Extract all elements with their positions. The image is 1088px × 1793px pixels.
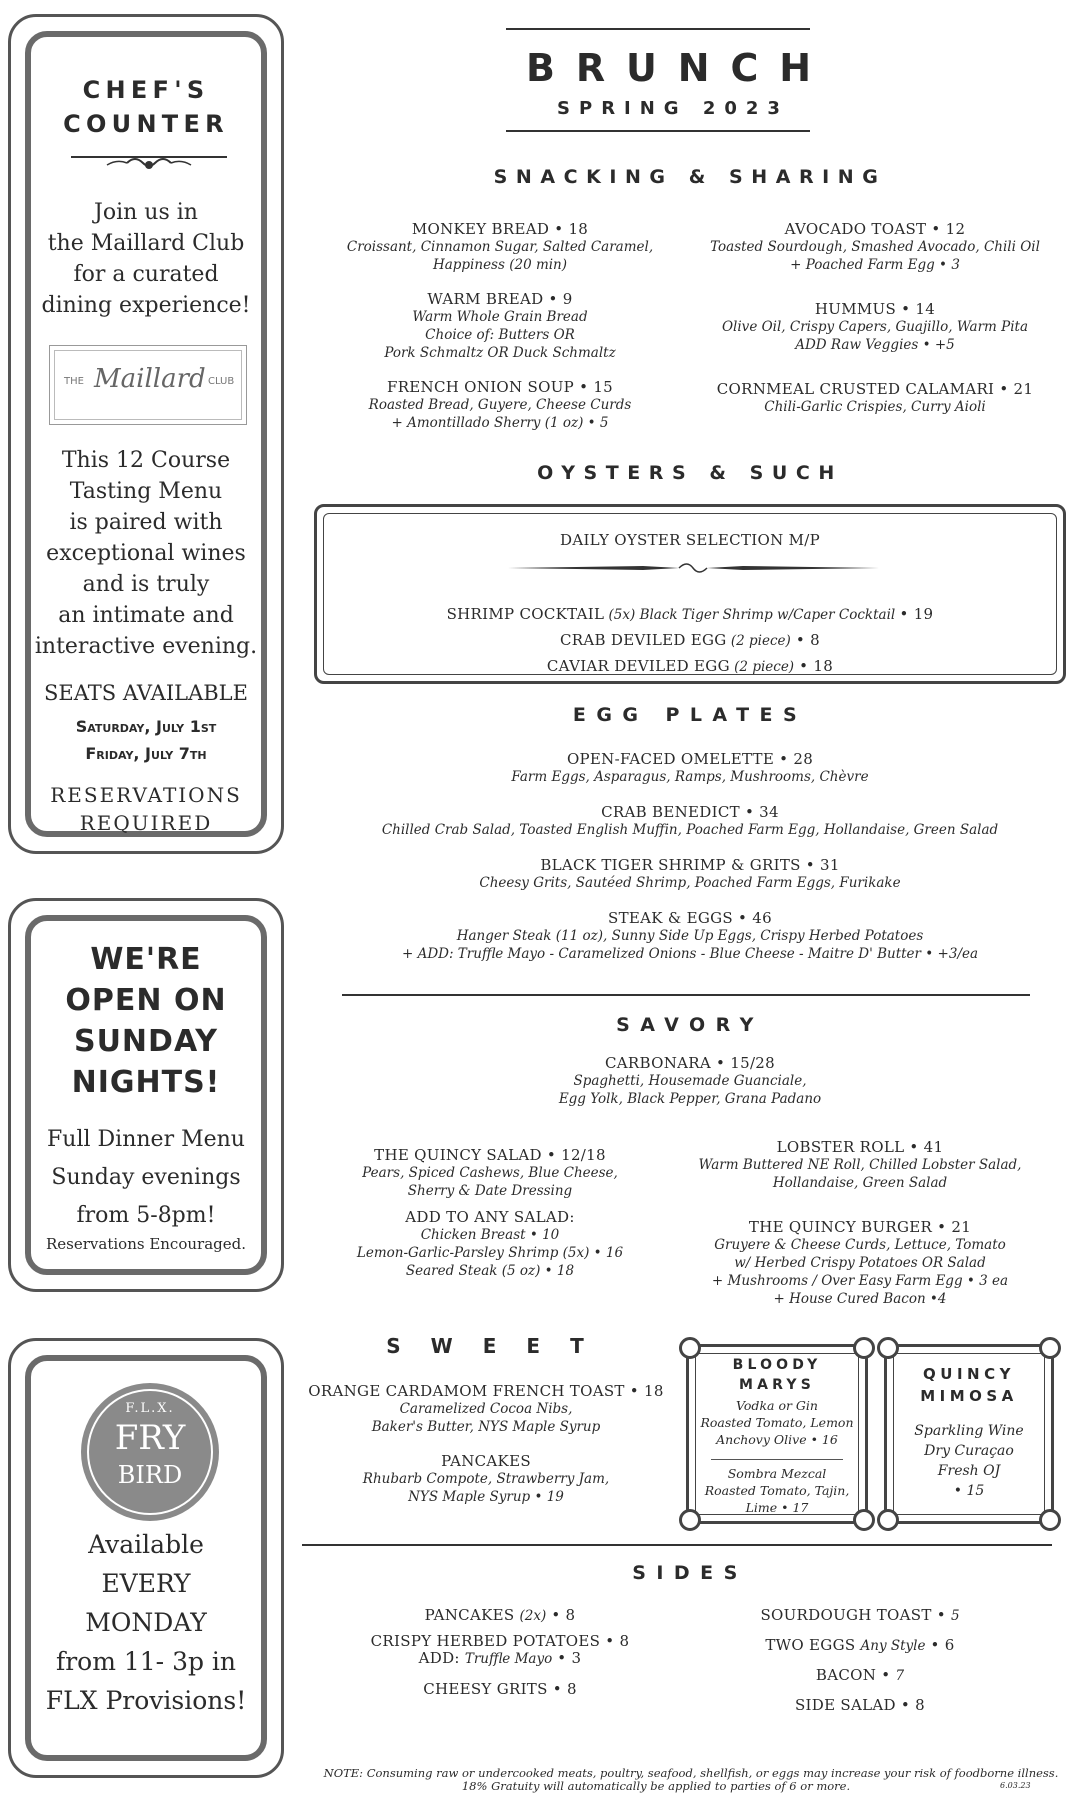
- sides-right-column: SOURDOUGH TOAST • 5 TWO EGGS Any Style • 6 BACON • 7 SIDE SALAD • 8: [760, 1606, 960, 1714]
- chefs-counter-intro-2: the Maillard Club: [47, 231, 245, 256]
- sweet-sides-rule: [302, 1544, 1052, 1546]
- mimosa-desc-1: Sparkling Wine: [914, 1423, 1024, 1439]
- steak-eggs-desc-2: + ADD: Truffle Mayo - Caramelized Onions - Blue Cheese - Maitre D' Butter • +3/ea: [401, 946, 979, 962]
- sunday-body-2: Sunday evenings: [51, 1165, 241, 1190]
- bloody-heading-1: BLOODY: [732, 1357, 822, 1373]
- savory-left-column: [310, 1146, 670, 1280]
- omelette-desc: Farm Eggs, Asparagus, Ramps, Mushrooms, Chèvre: [511, 769, 869, 785]
- side-bacon-title: BACON •: [815, 1666, 896, 1684]
- seats-available: SEATS AVAILABLE: [44, 681, 248, 705]
- carbonara-block: [300, 1054, 1080, 1108]
- quincy-salad-title: THE QUINCY SALAD • 12/18: [374, 1146, 606, 1164]
- ornament-divider-icon: [67, 149, 231, 175]
- french-toast-desc-2: Baker's Butter, NYS Maple Syrup: [371, 1419, 601, 1435]
- chefs-counter-body-4: exceptional wines: [46, 541, 246, 566]
- daily-oyster-selection: DAILY OYSTER SELECTION M/P: [560, 531, 820, 549]
- page-title: BRUNCH: [526, 46, 832, 90]
- reservations-encouraged: Reservations Encouraged.: [46, 1235, 246, 1253]
- side-eggs-title: TWO EGGS: [765, 1636, 861, 1654]
- add-salad-title: ADD TO ANY SALAD:: [405, 1208, 575, 1226]
- calamari-title: CORNMEAL CRUSTED CALAMARI • 21: [716, 380, 1034, 398]
- side-salad-title: SIDE SALAD • 8: [794, 1696, 925, 1714]
- chefs-counter-panel: [8, 14, 284, 854]
- chefs-counter-intro-1: Join us in: [94, 200, 198, 225]
- seat-date-2: Friday, July 7th: [85, 744, 207, 763]
- hummus-title: HUMMUS • 14: [814, 300, 936, 318]
- chefs-counter-body-7: interactive evening.: [34, 634, 258, 659]
- pancakes-desc-1: Rhubarb Compote, Strawberry Jam,: [362, 1471, 610, 1487]
- frybird-logo-bird: BIRD: [117, 1461, 183, 1489]
- onion-soup-desc-1: Roasted Bread, Guyere, Cheese Curds: [368, 397, 632, 413]
- side-pancakes-title: PANCAKES: [424, 1606, 520, 1624]
- french-toast-title: ORANGE CARDAMOM FRENCH TOAST • 18: [308, 1382, 664, 1400]
- chefs-counter-body-5: and is truly: [82, 572, 210, 597]
- oyster-ornament-icon: [503, 559, 883, 577]
- logo-maillard-text: Maillard: [94, 364, 206, 394]
- quincy-burger-desc-3: + Mushrooms / Over Easy Farm Egg • 3 ea: [711, 1273, 1009, 1289]
- warm-bread-title: WARM BREAD • 9: [427, 290, 573, 308]
- savory-right-column: [660, 1138, 1060, 1308]
- header-top-rule: [506, 28, 810, 30]
- egg-savory-rule: [342, 994, 1030, 996]
- quincy-burger-desc-2: w/ Herbed Crispy Potatoes OR Salad: [734, 1255, 986, 1271]
- frybird-body-2: EVERY: [101, 1569, 191, 1598]
- add-salad-desc-1: Chicken Breast • 10: [420, 1227, 560, 1243]
- bloody-marys-box: [686, 1344, 868, 1524]
- lobster-roll-desc-1: Warm Buttered NE Roll, Chilled Lobster Salad,: [698, 1157, 1022, 1173]
- side-potatoes-title: CRISPY HERBED POTATOES • 8: [370, 1632, 630, 1650]
- monkey-bread-title: MONKEY BREAD • 18: [411, 220, 589, 238]
- side-toast-title: SOURDOUGH TOAST •: [760, 1606, 951, 1624]
- frybird-body-4: from 11- 3p in: [55, 1647, 237, 1676]
- quincy-mimosa-box: [884, 1344, 1054, 1524]
- crab-benedict-title: CRAB BENEDICT • 34: [601, 803, 779, 821]
- mimosa-desc-4: • 15: [953, 1483, 985, 1499]
- quincy-salad-desc-2: Sherry & Date Dressing: [407, 1183, 573, 1199]
- sunday-nights-panel: [8, 898, 284, 1292]
- hummus-desc-2: ADD Raw Veggies • +5: [795, 337, 955, 353]
- chefs-counter-intro-3: for a curated: [73, 262, 219, 287]
- monkey-bread-desc-2: Happiness (20 min): [432, 257, 568, 273]
- sunday-body-3: from 5-8pm!: [76, 1203, 216, 1228]
- seat-date-1: Saturday, July 1st: [75, 717, 217, 736]
- sides-heading: SIDES: [632, 1562, 748, 1584]
- mimosa-desc-3: Fresh OJ: [937, 1463, 1001, 1479]
- quincy-burger-desc-4: + House Cured Bacon •4: [773, 1291, 947, 1307]
- avocado-toast-desc-2: + Poached Farm Egg • 3: [790, 257, 960, 273]
- add-salad-desc-3: Seared Steak (5 oz) • 18: [405, 1263, 575, 1279]
- pancakes-desc-2: NYS Maple Syrup • 19: [408, 1489, 564, 1505]
- crab-deviled-egg: CRAB DEVILED EGG (2 piece) • 8: [560, 631, 820, 649]
- sunday-headline-2: OPEN ON: [65, 983, 227, 1018]
- avocado-toast-title: AVOCADO TOAST • 12: [784, 220, 966, 238]
- snacking-left-column: [320, 220, 680, 432]
- onion-soup-desc-2: + Amontillado Sherry (1 oz) • 5: [391, 415, 609, 431]
- sweet-heading: SWEET: [386, 1334, 614, 1358]
- frybird-body-1: Available: [88, 1530, 204, 1559]
- carbonara-desc-2: Egg Yolk, Black Pepper, Grana Padano: [558, 1091, 822, 1107]
- chefs-counter-title-1: CHEF'S: [82, 76, 210, 104]
- oysters-box: [314, 504, 1066, 684]
- steak-eggs-desc-1: Hanger Steak (11 oz), Sunny Side Up Eggs, Crispy Herbed Potatoes: [456, 928, 924, 944]
- mimosa-heading-2: MIMOSA: [920, 1387, 1018, 1405]
- chefs-counter-body-6: an intimate and: [58, 603, 234, 628]
- onion-soup-title: FRENCH ONION SOUP • 15: [386, 378, 614, 396]
- frybird-logo-top: F.L.X.: [125, 1401, 175, 1416]
- warm-bread-desc-1: Warm Whole Grain Bread: [412, 309, 588, 325]
- logo-the-text: THE: [64, 376, 84, 387]
- add-salad-desc-2: Lemon-Garlic-Parsley Shrimp (5x) • 16: [356, 1245, 624, 1261]
- bloody-desc1-2: Roasted Tomato, Lemon: [700, 1415, 854, 1430]
- bloody-desc1-1: Vodka or Gin: [736, 1398, 818, 1413]
- warm-bread-desc-3: Pork Schmaltz OR Duck Schmaltz: [384, 345, 616, 361]
- bloody-desc2-1: Sombra Mezcal: [727, 1466, 827, 1481]
- sunday-body-1: Full Dinner Menu: [47, 1127, 245, 1152]
- reservations-required-2: REQUIRED: [79, 811, 213, 835]
- page-subtitle: SPRING 2023: [557, 98, 789, 119]
- oysters-heading: OYSTERS & SUCH: [537, 462, 843, 484]
- chefs-counter-body-1: This 12 Course: [61, 448, 231, 473]
- quincy-salad-desc-1: Pears, Spiced Cashews, Blue Cheese,: [362, 1165, 618, 1181]
- hummus-desc-1: Olive Oil, Crispy Capers, Guajillo, Warm Pita: [721, 319, 1028, 335]
- french-toast-desc-1: Caramelized Cocoa Nibs,: [399, 1401, 573, 1417]
- logo-club-text: CLUB: [208, 376, 235, 387]
- shrimp-grits-desc: Cheesy Grits, Sautéed Shrimp, Poached Farm Eggs, Furikake: [479, 875, 901, 891]
- snacking-right-column: [690, 220, 1060, 416]
- mimosa-heading-1: QUINCY: [923, 1365, 1015, 1383]
- side-grits-title: CHEESY GRITS • 8: [423, 1680, 577, 1698]
- lobster-roll-desc-2: Hollandaise, Green Salad: [772, 1175, 948, 1191]
- shrimp-cocktail: SHRIMP COCKTAIL (5x) Black Tiger Shrimp w/Caper Cocktail • 19: [446, 605, 934, 623]
- bloody-desc2-3: Lime • 17: [745, 1500, 809, 1515]
- sunday-headline-4: NIGHTS!: [71, 1065, 221, 1100]
- bloody-heading-2: MARYS: [738, 1377, 815, 1393]
- frybird-logo-fry: FRY: [114, 1418, 186, 1458]
- egg-plates-list: [300, 750, 1080, 963]
- mimosa-desc-2: Dry Curaçao: [924, 1443, 1014, 1459]
- snacking-heading: SNACKING & SHARING: [493, 166, 887, 188]
- footer-date: 6.03.23: [1000, 1781, 1031, 1790]
- sides-left-column: PANCAKES (2x) • 8 CRISPY HERBED POTATOES • 8 ADD: Truffle Mayo • 3 CHEESY GRITS • 8: [370, 1606, 630, 1698]
- footer-gratuity: 18% Gratuity will automatically be applied to parties of 6 or more.: [461, 1779, 851, 1793]
- bloody-desc2-2: Roasted Tomato, Tajin,: [704, 1483, 850, 1498]
- chefs-counter-title-2: COUNTER: [63, 110, 229, 138]
- quincy-burger-title: THE QUINCY BURGER • 21: [748, 1218, 972, 1236]
- savory-heading: SAVORY: [616, 1014, 764, 1036]
- frybird-panel: [8, 1338, 284, 1778]
- warm-bread-desc-2: Choice of: Butters OR: [425, 327, 575, 343]
- caviar-deviled-egg: CAVIAR DEVILED EGG (2 piece) • 18: [546, 657, 834, 675]
- bloody-divider: [711, 1459, 843, 1460]
- chefs-counter-body-2: Tasting Menu: [69, 479, 223, 504]
- lobster-roll-title: LOBSTER ROLL • 41: [776, 1138, 944, 1156]
- header-bottom-rule: [506, 130, 810, 132]
- chefs-counter-intro-4: dining experience!: [41, 293, 251, 318]
- egg-plates-heading: EGG PLATES: [572, 704, 808, 726]
- steak-eggs-title: STEAK & EGGS • 46: [608, 909, 772, 927]
- carbonara-title: CARBONARA • 15/28: [605, 1054, 775, 1072]
- sweet-list: [296, 1382, 676, 1506]
- maillard-club-logo: [49, 345, 247, 425]
- reservations-required-1: RESERVATIONS: [50, 783, 242, 807]
- carbonara-desc-1: Spaghetti, Housemade Guanciale,: [573, 1073, 807, 1089]
- shrimp-grits-title: BLACK TIGER SHRIMP & GRITS • 31: [540, 856, 840, 874]
- avocado-toast-desc-1: Toasted Sourdough, Smashed Avocado, Chili Oil: [710, 239, 1040, 255]
- crab-benedict-desc: Chilled Crab Salad, Toasted English Muffin, Poached Farm Egg, Hollandaise, Green Salad: [381, 822, 999, 838]
- monkey-bread-desc-1: Croissant, Cinnamon Sugar, Salted Caramel,: [346, 239, 654, 255]
- frybird-body-5: FLX Provisions!: [45, 1686, 247, 1715]
- quincy-burger-desc-1: Gruyere & Cheese Curds, Lettuce, Tomato: [714, 1237, 1006, 1253]
- sunday-headline-1: WE'RE: [90, 942, 202, 977]
- pancakes-title: PANCAKES: [441, 1452, 531, 1470]
- bloody-desc1-3: Anchovy Olive • 16: [716, 1432, 838, 1447]
- footer-note: NOTE: Consuming raw or undercooked meats, poultry, seafood, shellfish, or eggs may increase your risk of foodborne illness.: [323, 1766, 1059, 1780]
- chefs-counter-body-3: is paired with: [69, 510, 223, 535]
- sunday-headline-3: SUNDAY: [73, 1024, 219, 1059]
- side-add-title: ADD:: [418, 1649, 465, 1667]
- frybird-logo: [81, 1383, 219, 1521]
- omelette-title: OPEN-FACED OMELETTE • 28: [566, 750, 814, 768]
- frybird-body-3: MONDAY: [85, 1608, 207, 1637]
- calamari-desc-1: Chili-Garlic Crispies, Curry Aioli: [764, 399, 986, 415]
